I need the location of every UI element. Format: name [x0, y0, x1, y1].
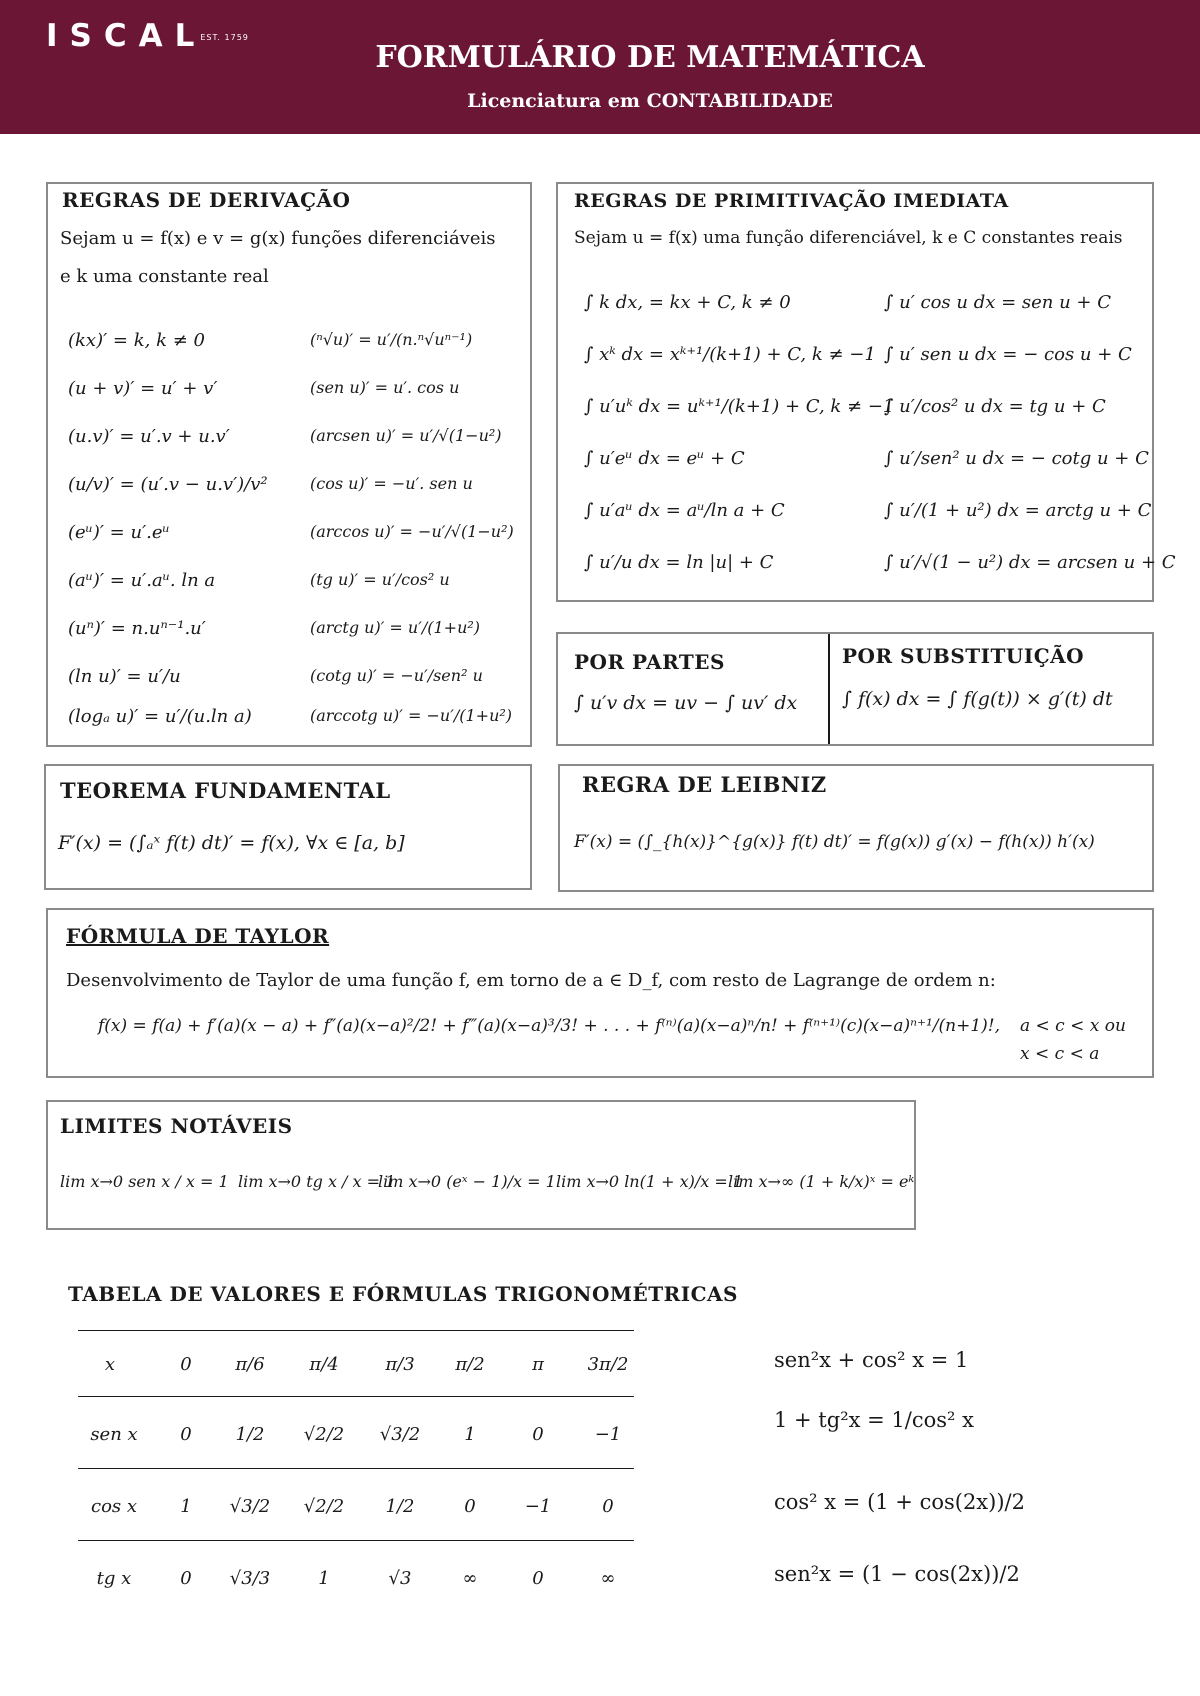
antiderivative-title: REGRAS DE PRIMITIVAÇÃO IMEDIATA: [574, 190, 1009, 212]
taylor-condition-1: a < c < x ou: [1020, 1016, 1126, 1036]
deriv-right-8: (arccotg u)′ = −u′/(1+u²): [310, 706, 513, 725]
tg-2: 1: [318, 1568, 330, 1589]
deriv-left-3: (u/v)′ = (u′.v − u.v′)/v²: [68, 474, 268, 495]
substitution-title: POR SUBSTITUIÇÃO: [842, 644, 1085, 668]
limit-0: lim x→0 sen x / x = 1: [60, 1172, 229, 1191]
cos-1: √3/2: [229, 1496, 271, 1517]
taylor-formula-box: [46, 908, 1154, 1078]
prim-left-4: ∫ u′aᵘ dx = aᵘ/ln a + C: [584, 500, 785, 521]
taylor-title: FÓRMULA DE TAYLOR: [66, 924, 330, 948]
col-2: π/4: [309, 1354, 339, 1375]
table-top-line: [78, 1330, 634, 1331]
limit-4: lim x→∞ (1 + k/x)ˣ = eᵏ: [728, 1172, 915, 1191]
substitution-formula: ∫ f(x) dx = ∫ f(g(t)) × g′(t) dt: [842, 688, 1113, 710]
taylor-formula: f(x) = f(a) + f′(a)(x − a) + f″(a)(x−a)²/2! + f‴(a)(x−a)³/3! + . . . + f⁽ⁿ⁾(a)(x−a)ⁿ/n! + f⁽ⁿ⁺¹⁾(c)(x−a)ⁿ⁺¹/(n+1)!,: [98, 1016, 1001, 1036]
tg-5: 0: [532, 1568, 544, 1589]
prim-left-5: ∫ u′/u dx = ln |u| + C: [584, 552, 774, 573]
logo-sub: EST. 1759: [200, 33, 249, 42]
tg-0: 0: [180, 1568, 192, 1589]
deriv-right-7: (cotg u)′ = −u′/sen² u: [310, 666, 483, 685]
limit-1: lim x→0 tg x / x = 1: [238, 1172, 396, 1191]
tg-4: ∞: [462, 1568, 478, 1589]
deriv-left-8: (logₐ u)′ = u′/(u.ln a): [68, 706, 252, 727]
sen-3: √3/2: [379, 1424, 421, 1445]
derivation-intro-1: Sejam u = f(x) e v = g(x) funções diferenciáveis: [60, 228, 496, 249]
prim-left-2: ∫ u′uᵏ dx = uᵏ⁺¹/(k+1) + C, k ≠ −1: [584, 396, 895, 417]
by-parts-formula: ∫ u′v dx = uv − ∫ uv′ dx: [574, 692, 798, 714]
limit-2: lim x→0 (eˣ − 1)/x = 1: [378, 1172, 556, 1191]
cos-4: 0: [464, 1496, 476, 1517]
page-subtitle: Licenciatura em CONTABILIDADE: [467, 90, 833, 112]
deriv-right-2: (arcsen u)′ = u′/√(1−u²): [310, 426, 502, 445]
cos-5: −1: [524, 1496, 552, 1517]
header-banner: [0, 0, 1200, 134]
prim-right-4: ∫ u′/(1 + u²) dx = arctg u + C: [884, 500, 1152, 521]
deriv-left-0: (kx)′ = k, k ≠ 0: [68, 330, 205, 351]
deriv-left-4: (eᵘ)′ = u′.eᵘ: [68, 522, 170, 543]
deriv-right-5: (tg u)′ = u′/cos² u: [310, 570, 450, 589]
derivation-rules-box: [46, 182, 532, 747]
tg-3: √3: [388, 1568, 412, 1589]
sen-1: 1/2: [235, 1424, 265, 1445]
prim-right-2: ∫ u′/cos² u dx = tg u + C: [884, 396, 1106, 417]
cos-3: 1/2: [385, 1496, 415, 1517]
sen-5: 0: [532, 1424, 544, 1445]
page-title: FORMULÁRIO DE MATEMÁTICA: [375, 40, 925, 75]
fundamental-theorem-box: [44, 764, 532, 890]
deriv-left-1: (u + v)′ = u′ + v′: [68, 378, 218, 399]
deriv-right-3: (cos u)′ = −u′. sen u: [310, 474, 473, 493]
cos-2: √2/2: [303, 1496, 345, 1517]
deriv-left-6: (uⁿ)′ = n.uⁿ⁻¹.u′: [68, 618, 206, 639]
trig-identity-1: 1 + tg²x = 1/cos² x: [774, 1408, 974, 1432]
methods-divider: [828, 634, 830, 744]
deriv-left-2: (u.v)′ = u′.v + u.v′: [68, 426, 230, 447]
cos-6: 0: [602, 1496, 614, 1517]
leibniz-title: REGRA DE LEIBNIZ: [582, 772, 827, 797]
logo-text: ISCAL: [46, 18, 207, 54]
row-label-tg: tg x: [96, 1568, 132, 1589]
prim-left-3: ∫ u′eᵘ dx = eᵘ + C: [584, 448, 745, 469]
deriv-right-1: (sen u)′ = u′. cos u: [310, 378, 460, 397]
prim-left-0: ∫ k dx, = kx + C, k ≠ 0: [584, 292, 791, 313]
trig-identity-3: sen²x = (1 − cos(2x))/2: [774, 1562, 1020, 1586]
leibniz-rule-box: [558, 764, 1154, 892]
sen-6: −1: [594, 1424, 622, 1445]
row-label-sen: sen x: [90, 1424, 138, 1445]
sen-4: 1: [464, 1424, 476, 1445]
by-parts-title: POR PARTES: [574, 650, 725, 674]
col-1: π/6: [235, 1354, 265, 1375]
col-6: 3π/2: [587, 1354, 629, 1375]
col-5: π: [532, 1354, 544, 1375]
limits-title: LIMITES NOTÁVEIS: [60, 1114, 293, 1138]
integration-methods-box: [556, 632, 1154, 746]
col-4: π/2: [455, 1354, 485, 1375]
trig-identity-0: sen²x + cos² x = 1: [774, 1348, 969, 1372]
deriv-right-0: (ⁿ√u)′ = u′/(n.ⁿ√uⁿ⁻¹): [310, 330, 473, 349]
cos-0: 1: [180, 1496, 192, 1517]
prim-right-3: ∫ u′/sen² u dx = − cotg u + C: [884, 448, 1149, 469]
prim-right-1: ∫ u′ sen u dx = − cos u + C: [884, 344, 1132, 365]
fundamental-theorem-title: TEOREMA FUNDAMENTAL: [60, 778, 391, 803]
prim-right-5: ∫ u′/√(1 − u²) dx = arcsen u + C: [884, 552, 1176, 573]
limit-3: lim x→0 ln(1 + x)/x = 1: [556, 1172, 744, 1191]
col-0: 0: [180, 1354, 192, 1375]
notable-limits-box: [46, 1100, 916, 1230]
leibniz-formula: F′(x) = (∫_{h(x)}^{g(x)} f(t) dt)′ = f(g(x)) g′(x) − f(h(x)) h′(x): [574, 832, 1095, 852]
antiderivative-rules-box: [556, 182, 1176, 602]
row-label-cos: cos x: [90, 1496, 138, 1517]
table-line-3: [78, 1468, 634, 1469]
table-line-4: [78, 1540, 634, 1541]
trig-table-title: TABELA DE VALORES E FÓRMULAS TRIGONOMÉTRICAS: [68, 1282, 738, 1306]
taylor-condition-2: x < c < a: [1020, 1044, 1100, 1064]
prim-left-1: ∫ xᵏ dx = xᵏ⁺¹/(k+1) + C, k ≠ −1: [584, 344, 876, 365]
sen-0: 0: [180, 1424, 192, 1445]
fundamental-theorem-formula: F′(x) = (∫ₐˣ f(t) dt)′ = f(x), ∀x ∈ [a, b]: [58, 832, 405, 854]
deriv-left-5: (aᵘ)′ = u′.aᵘ. ln a: [68, 570, 216, 591]
antiderivative-intro: Sejam u = f(x) uma função diferenciável, k e C constantes reais: [574, 228, 1123, 248]
deriv-left-7: (ln u)′ = u′/u: [68, 666, 181, 687]
table-line-2: [78, 1396, 634, 1397]
trig-identity-2: cos² x = (1 + cos(2x))/2: [774, 1490, 1025, 1514]
row-label-x: x: [104, 1354, 116, 1375]
tg-1: √3/3: [229, 1568, 271, 1589]
sen-2: √2/2: [303, 1424, 345, 1445]
deriv-right-4: (arccos u)′ = −u′/√(1−u²): [310, 522, 514, 541]
derivation-intro-2: e k uma constante real: [60, 266, 269, 287]
deriv-right-6: (arctg u)′ = u′/(1+u²): [310, 618, 481, 637]
taylor-intro: Desenvolvimento de Taylor de uma função f, em torno de a ∈ D_f, com resto de Lagrange de ordem n:: [66, 970, 996, 991]
tg-6: ∞: [600, 1568, 616, 1589]
derivation-title: REGRAS DE DERIVAÇÃO: [62, 188, 351, 212]
col-3: π/3: [385, 1354, 415, 1375]
prim-right-0: ∫ u′ cos u dx = sen u + C: [884, 292, 1111, 313]
